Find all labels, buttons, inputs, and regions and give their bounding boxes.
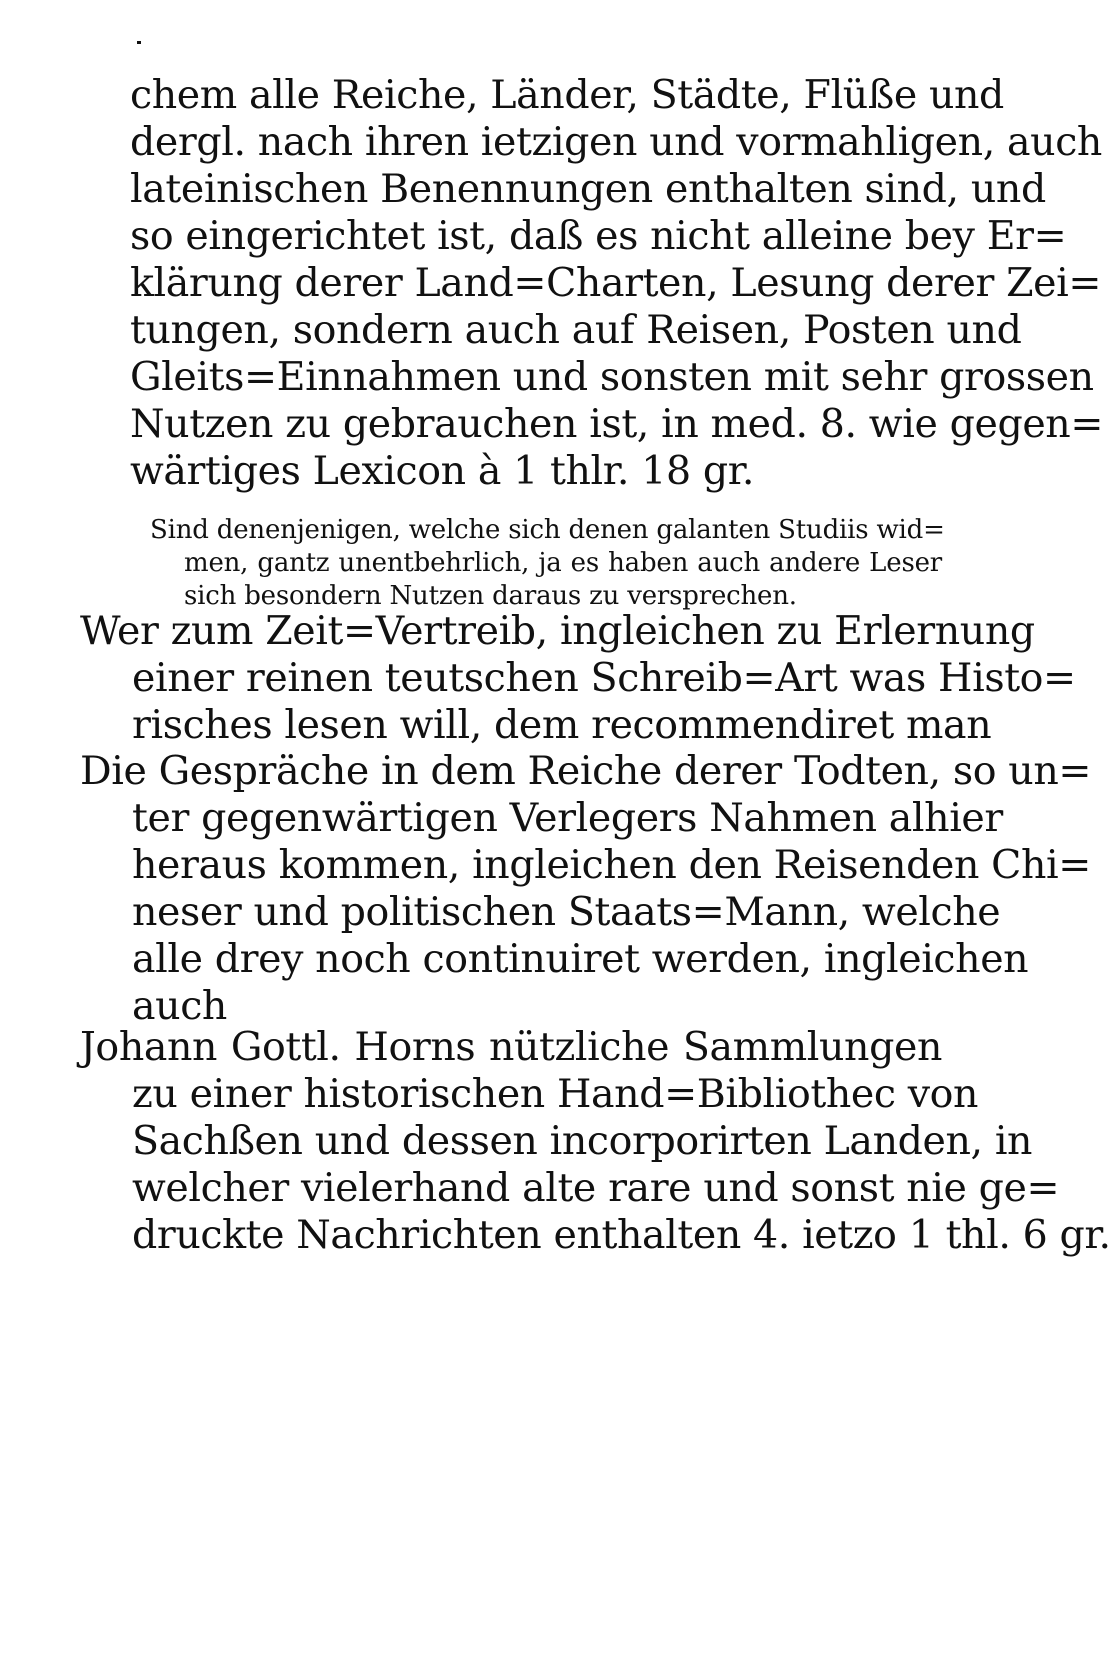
text-line: heraus kommen, ingleichen den Reisenden Chi=	[132, 842, 1091, 888]
text-line: druckte Nachrichten enthalten 4. ietzo 1 thl. 6 gr.	[132, 1212, 1111, 1258]
text-line: lateinischen Benennungen enthalten sind, und	[130, 166, 1046, 212]
text-line: wärtiges Lexicon à 1 thlr. 18 gr.	[130, 448, 755, 494]
note-line: men, gantz unentbehrlich, ja es haben auch andere Leser	[184, 548, 942, 578]
ink-speck	[137, 41, 141, 44]
text-line: dergl. nach ihren ietzigen und vormahligen, auch	[130, 119, 1102, 165]
text-line: welcher vielerhand alte rare und sonst nie ge=	[132, 1165, 1060, 1211]
text-line: so eingerichtet ist, daß es nicht alleine bey Er=	[130, 213, 1067, 259]
text-line: Johann Gottl. Horns nützliche Sammlungen	[80, 1024, 942, 1070]
catalog-entry-horn-sammlungen	[80, 1024, 1111, 1259]
text-line: zu einer historischen Hand=Bibliothec von	[132, 1071, 979, 1117]
text-line: Wer zum Zeit=Vertreib, ingleichen zu Erlernung	[80, 608, 1035, 654]
text-line: neser und politischen Staats=Mann, welche	[132, 889, 1001, 935]
text-line: alle drey noch continuiret werden, ingleichen	[132, 936, 1029, 982]
text-line: Sachßen und dessen incorporirten Landen, in	[132, 1118, 1033, 1164]
note-line: Sind denenjenigen, welche sich denen galanten Studiis wid=	[150, 515, 945, 545]
text-line: einer reinen teutschen Schreib=Art was Histo=	[132, 655, 1076, 701]
text-line: tungen, sondern auch auf Reisen, Posten und	[130, 307, 1022, 353]
text-line: auch	[132, 983, 227, 1029]
text-line: Die Gespräche in dem Reiche derer Todten, so un=	[80, 748, 1092, 794]
note-line: sich besondern Nutzen daraus zu versprechen.	[184, 581, 797, 611]
text-line: risches lesen will, dem recommendiret man	[132, 702, 992, 748]
catalog-entry-gespraeche	[80, 748, 1092, 1030]
catalog-entry-lexicon-continued	[130, 72, 1104, 495]
text-line: Gleits=Einnahmen und sonsten mit sehr grossen	[130, 354, 1094, 400]
recommendation-note	[150, 514, 945, 613]
text-line: chem alle Reiche, Länder, Städte, Flüße und	[130, 72, 1004, 118]
text-line: Nutzen zu gebrauchen ist, in med. 8. wie gegen=	[130, 401, 1104, 447]
text-line: klärung derer Land=Charten, Lesung derer Zei=	[130, 260, 1102, 306]
text-line: ter gegenwärtigen Verlegers Nahmen alhier	[132, 795, 1003, 841]
catalog-entry-zeitvertreib	[80, 608, 1076, 749]
